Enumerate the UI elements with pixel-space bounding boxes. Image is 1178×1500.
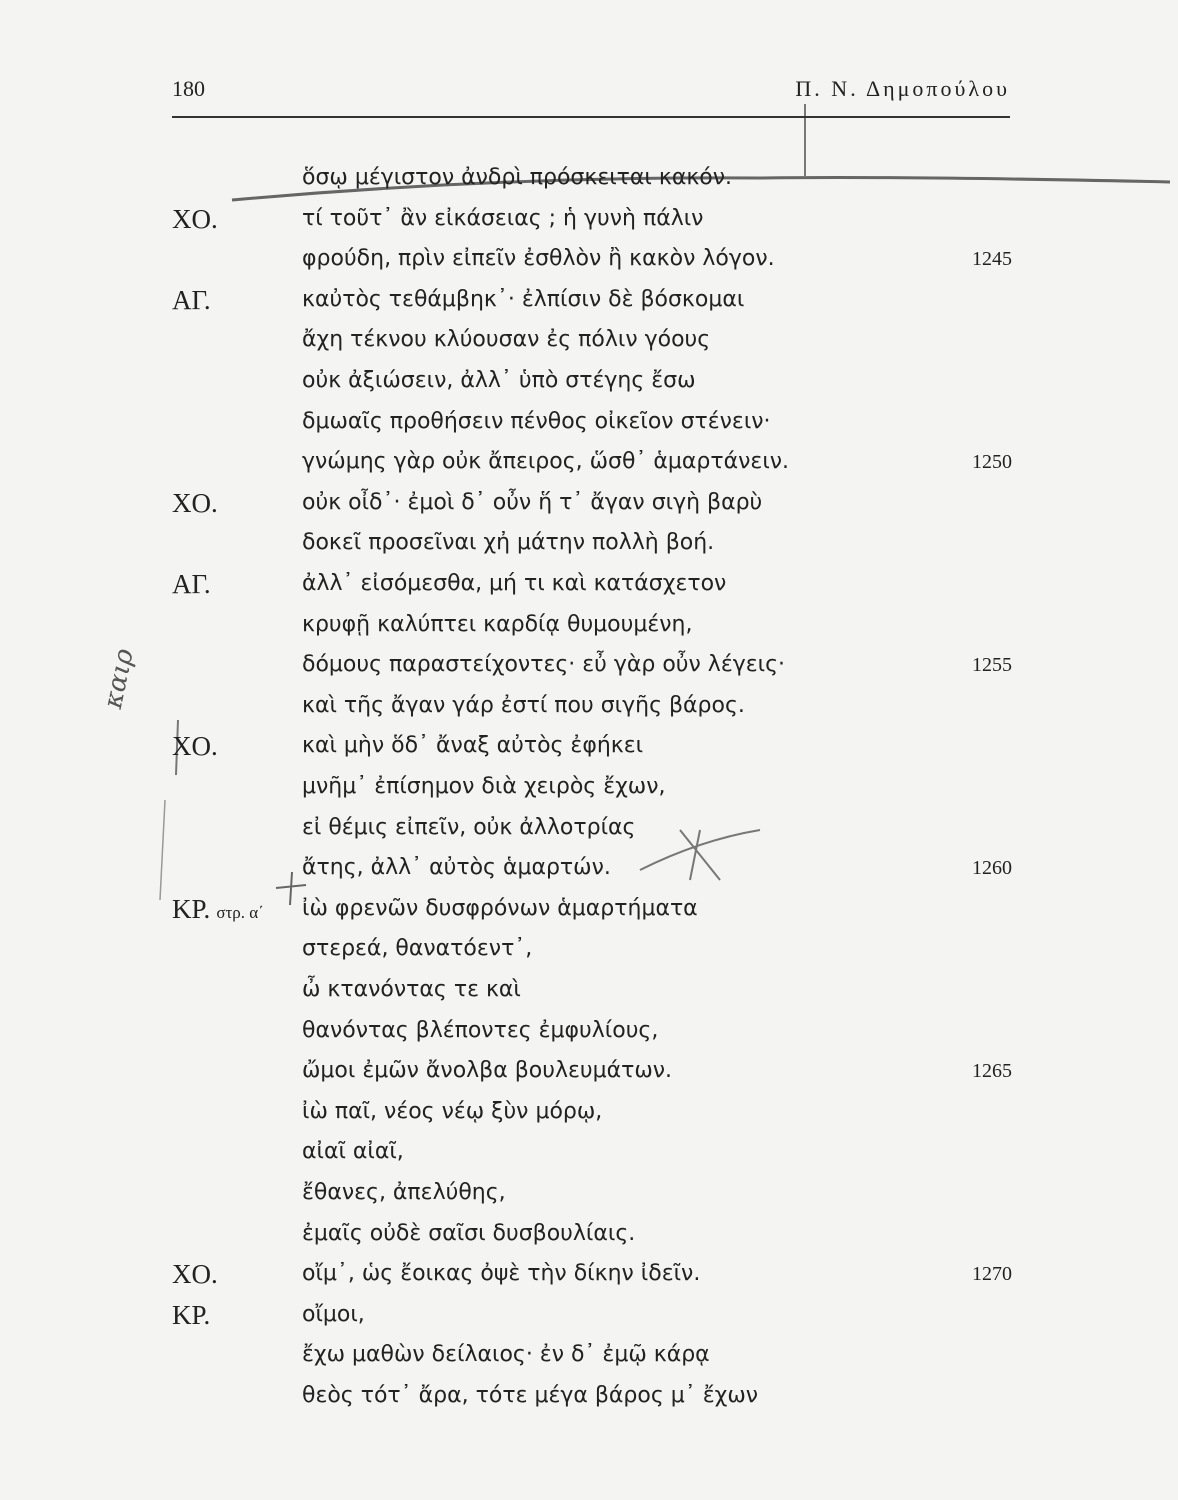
verse-text: οὐκ οἶδ᾽· ἐμοὶ δ᾽ οὖν ἥ τ᾽ ἄγαν σιγὴ βαρὺ [302, 489, 763, 515]
verse-text: οὐκ ἀξιώσειν, ἀλλ᾽ ὑπὸ στέγης ἔσω [302, 368, 696, 393]
verse-text: ὦ κτανόντας τε καὶ [302, 977, 521, 1002]
verse-line [0, 607, 1178, 643]
verse-text: καὶ τῆς ἄγαν γάρ ἐστί που σιγῆς βάρος. [302, 692, 745, 718]
verse-line [0, 647, 1178, 683]
verse-line [0, 444, 1178, 480]
verse-line [0, 688, 1178, 724]
verse-text: ὅσῳ μέγιστον ἀνδρὶ πρόσκειται κακόν. [302, 165, 733, 190]
line-number: 1255 [972, 654, 1012, 677]
verse-line [0, 201, 1178, 237]
verse-line [0, 810, 1178, 846]
verse-line [0, 525, 1178, 561]
speaker-label: ΚΡ. στρ. α΄ [172, 893, 264, 924]
verse-line [0, 1297, 1178, 1333]
verse-text: ἀλλ᾽ εἰσόμεσθα, μή τι καὶ κατάσχετον [302, 571, 727, 596]
verse-line [0, 363, 1178, 399]
verse-text: δμωαῖς προθήσειν πένθος οἰκεῖον στένειν· [302, 408, 771, 434]
verse-text: ἰὼ παῖ, νέος νέῳ ξὺν μόρῳ, [302, 1098, 603, 1124]
verse-line [0, 1337, 1178, 1373]
verse-line [0, 241, 1178, 277]
verse-line [0, 1013, 1178, 1049]
verse-line [0, 160, 1178, 196]
verse-line [0, 1216, 1178, 1252]
verse-line [0, 850, 1178, 886]
verse-text: εἰ θέμις εἰπεῖν, οὐκ ἀλλοτρίας [302, 814, 636, 840]
verse-line [0, 1256, 1178, 1292]
verse-line [0, 1378, 1178, 1414]
verse-line [0, 1053, 1178, 1089]
verse-text: γνώμης γὰρ οὐκ ἄπειρος, ὥσθ᾽ ἁμαρτάνειν. [302, 449, 790, 475]
speaker-label: ΧΟ. [172, 731, 218, 762]
verse-line [0, 728, 1178, 764]
verse-text: στερεά, θανατόεντ᾽, [302, 936, 533, 962]
verse-text: μνῆμ᾽ ἐπίσημον διὰ χειρὸς ἔχων, [302, 774, 666, 799]
verse-line [0, 1134, 1178, 1170]
verse-line [0, 322, 1178, 358]
speaker-label: ΧΟ. [172, 203, 218, 234]
verse-line [0, 485, 1178, 521]
verse-text: τί τοῦτ᾽ ἂν εἰκάσειας ; ἡ γυνὴ πάλιν [302, 205, 704, 231]
verse-text: οἴμ᾽, ὡς ἔοικας ὀψὲ τὴν δίκην ἰδεῖν. [302, 1261, 701, 1287]
line-number: 1270 [972, 1263, 1012, 1286]
verse-line [0, 972, 1178, 1008]
verse-text: δοκεῖ προσεῖναι χἠ μάτην πολλὴ βοή. [302, 530, 715, 556]
verse-line [0, 566, 1178, 602]
verse-line [0, 891, 1178, 927]
verse-text: αἰαῖ αἰαῖ, [302, 1139, 404, 1165]
verse-text: ὤμοι ἐμῶν ἄνολβα βουλευμάτων. [302, 1058, 673, 1084]
verse-text: θανόντας βλέποντες ἐμφυλίους, [302, 1017, 659, 1043]
verse-text: καὶ μὴν ὅδ᾽ ἄναξ αὐτὸς ἐφήκει [302, 733, 644, 759]
stanza-label: στρ. α΄ [216, 902, 264, 922]
verse-text: ἄτης, ἀλλ᾽ αὐτὸς ἁμαρτών. [302, 855, 611, 881]
verse-line [0, 931, 1178, 967]
margin-note: καιρ [98, 646, 140, 712]
speaker-label: ΑΓ. [172, 284, 211, 315]
page-number: 180 [172, 76, 205, 101]
speaker-label: ΑΓ. [172, 569, 211, 599]
verse-text: φρούδη, πρὶν εἰπεῖν ἐσθλὸν ἢ κακὸν λόγον. [302, 246, 775, 272]
verse-text: ἐμαῖς οὐδὲ σαῖσι δυσβουλίαις. [302, 1220, 636, 1246]
line-number: 1265 [972, 1060, 1012, 1083]
line-number: 1250 [972, 451, 1012, 474]
verse-text: ἄχη τέκνου κλύουσαν ἐς πόλιν γόους [302, 327, 711, 353]
verse-text: ἰὼ φρενῶν δυσφρόνων ἁμαρτήματα [302, 895, 698, 921]
verse-line [0, 769, 1178, 805]
verse-text: κρυφῇ καλύπτει καρδίᾳ θυμουμένη, [302, 611, 693, 637]
verse-text: θεὸς τότ᾽ ἄρα, τότε μέγα βάρος μ᾽ ἔχων [302, 1383, 759, 1408]
verse-text: δόμους παραστείχοντες· εὖ γὰρ οὖν λέγεις· [302, 652, 785, 678]
verse-line [0, 282, 1178, 318]
verse-line [0, 1094, 1178, 1130]
speaker-label: ΚΡ. [172, 1299, 211, 1330]
verse-line [0, 1175, 1178, 1211]
speaker-label: ΧΟ. [172, 1259, 218, 1290]
line-number: 1260 [972, 857, 1012, 880]
verse-text: ἔθανες, ἀπελύθης, [302, 1180, 506, 1205]
running-head: Π. Ν. Δημοπούλου [795, 76, 1010, 101]
line-number: 1245 [972, 248, 1012, 271]
verse-text: ἔχω μαθὼν δείλαιος· ἐν δ᾽ ἐμῷ κάρᾳ [302, 1342, 710, 1368]
verse-text: καὐτὸς τεθάμβηκ᾽· ἐλπίσιν δὲ βόσκομαι [302, 286, 745, 312]
verse-line [0, 404, 1178, 440]
verse-text: οἴμοι, [302, 1301, 365, 1327]
speaker-label: ΧΟ. [172, 487, 218, 518]
